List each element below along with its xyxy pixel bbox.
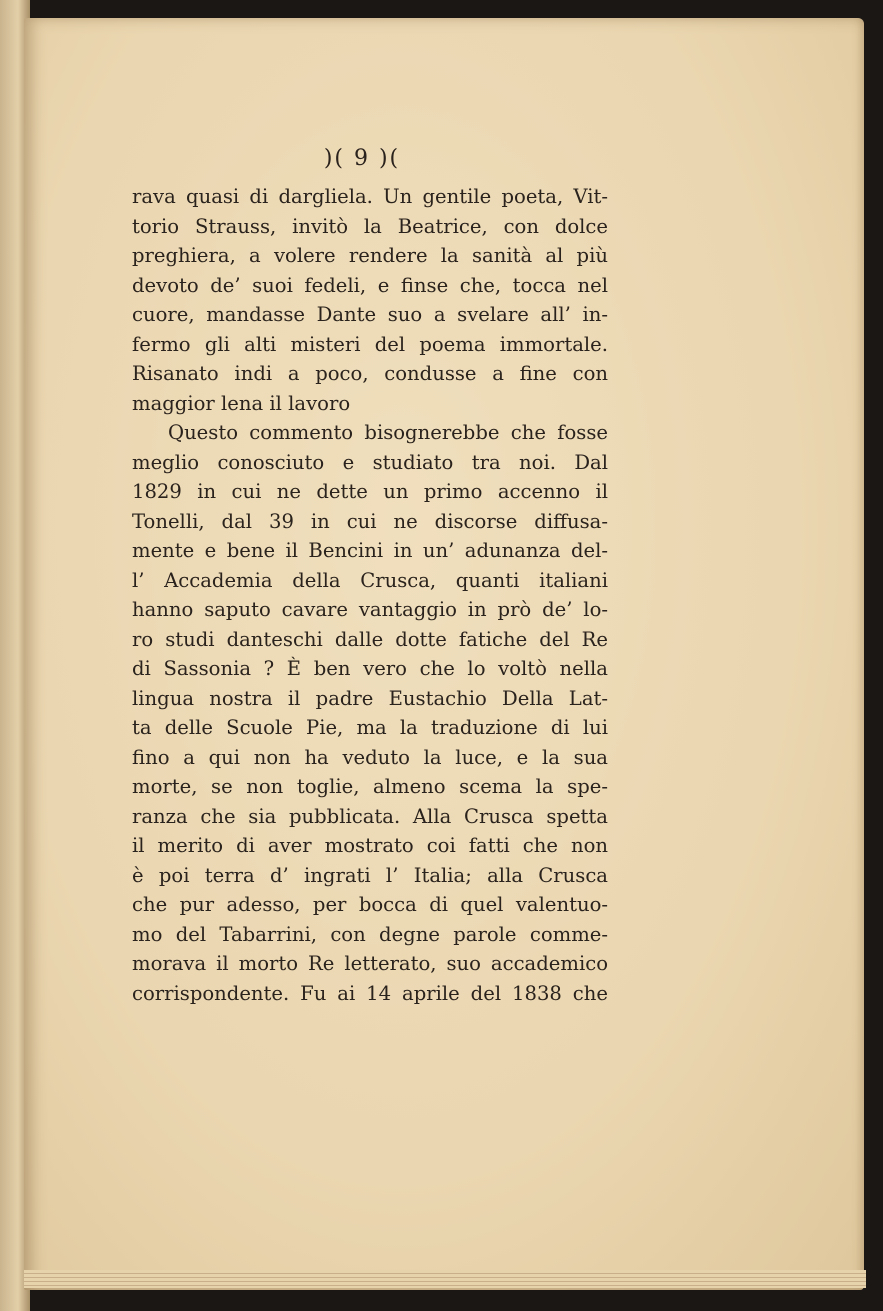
text-line: lingua nostra il padre Eustachio Della Lat- (132, 686, 608, 710)
text-line: ro studi danteschi dalle dotte fatiche del Re (132, 627, 608, 651)
page-stack-edge (24, 1270, 866, 1288)
text-line: corrispondente. Fu ai 14 aprile del 1838 che (132, 981, 608, 1005)
text-line: 1829 in cui ne dette un primo accenno il (132, 480, 608, 503)
text-line: Questo commento bisognerebbe che fosse (168, 421, 608, 444)
text-line: hanno saputo cavare vantaggio in prò de’ lo- (132, 598, 608, 621)
text-line: torio Strauss, invitò la Beatrice, con dolce (132, 214, 608, 238)
text-line: meglio conosciuto e studiato tra noi. Dal (132, 450, 608, 474)
page-number-header: )( 9 )( (323, 146, 401, 171)
text-line: fino a qui non ha veduto la luce, e la sua (132, 745, 608, 769)
text-line: ranza che sia pubblicata. Alla Crusca spetta (132, 804, 608, 828)
body-text (132, 182, 608, 1008)
text-line: rava quasi di dargliela. Un gentile poeta, Vit- (132, 185, 608, 208)
text-line: preghiera, a volere rendere la sanità al più (132, 244, 608, 267)
text-line: fermo gli alti misteri del poema immortale. (132, 332, 608, 356)
text-line: Risanato indi a poco, condusse a fine con (132, 362, 608, 385)
text-line: Tonelli, dal 39 in cui ne discorse diffusa- (132, 509, 608, 533)
text-line: cuore, mandasse Dante suo a svelare all’ in- (132, 303, 608, 326)
text-line: di Sassonia ? È ben vero che lo voltò nella (132, 657, 608, 680)
text-line: il merito di aver mostrato coi fatti che non (132, 834, 608, 857)
text-line: mo del Tabarrini, con degne parole comme- (132, 922, 608, 946)
text-line: maggior lena il lavoro (132, 391, 351, 415)
text-line: che pur adesso, per bocca di quel valentuo- (132, 893, 608, 916)
text-line: morava il morto Re letterato, suo accademico (132, 952, 608, 975)
text-line: morte, se non toglie, almeno scema la spe- (132, 775, 608, 798)
text-line: ta delle Scuole Pie, ma la traduzione di lui (132, 716, 608, 739)
text-line: mente e bene il Bencini in un’ adunanza del- (132, 539, 608, 562)
text-line: devoto de’ suoi fedeli, e finse che, tocca nel (132, 273, 608, 297)
text-line: è poi terra d’ ingrati l’ Italia; alla Crusca (132, 863, 608, 887)
text-line: l’ Accademia della Crusca, quanti italiani (132, 568, 608, 592)
